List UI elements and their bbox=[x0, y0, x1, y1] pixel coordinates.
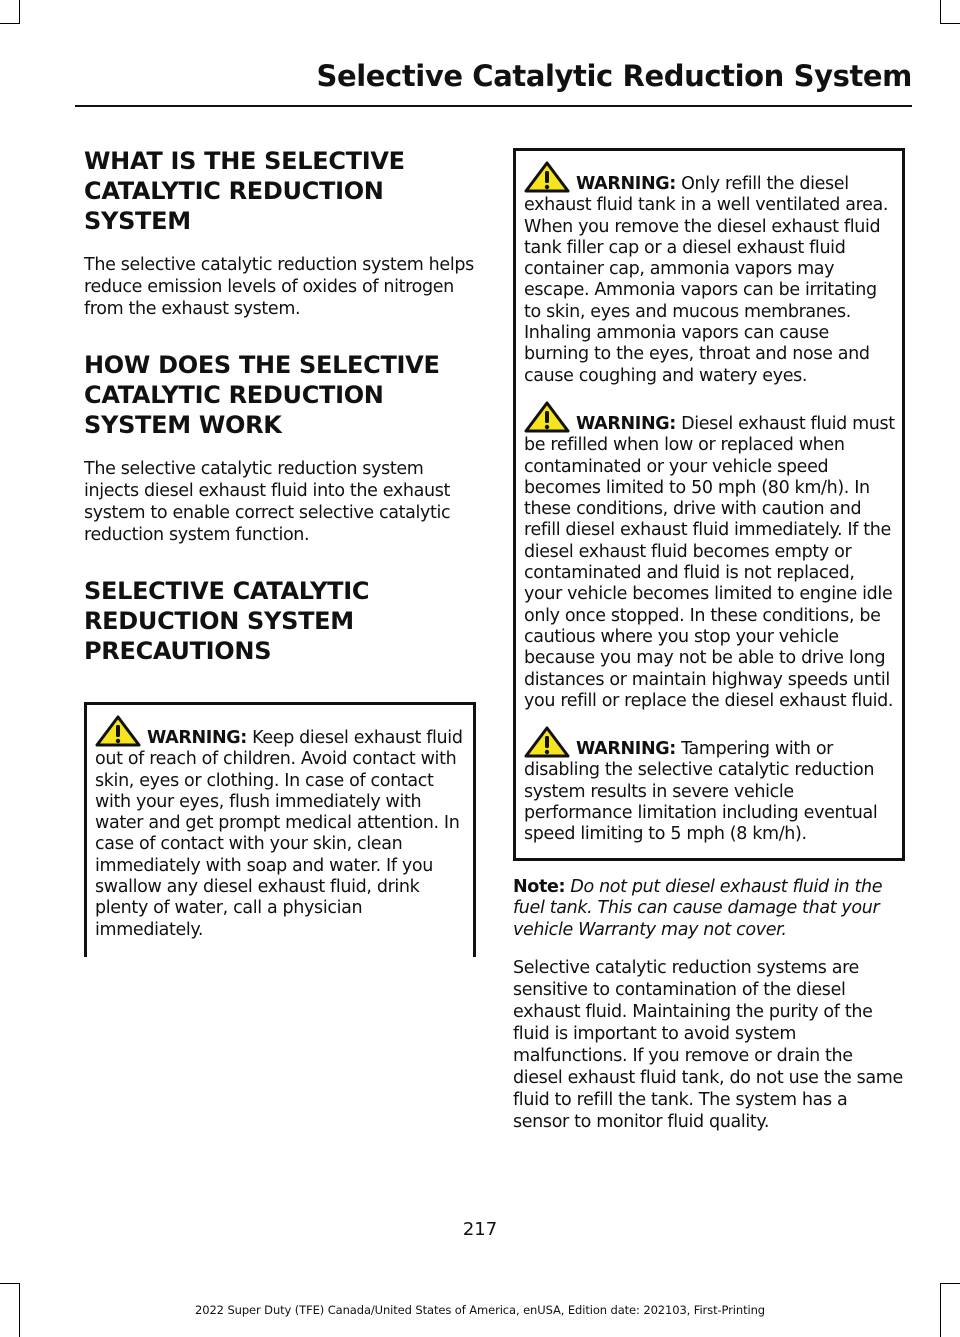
warning-label: WARNING: bbox=[576, 739, 676, 760]
page-number: 217 bbox=[462, 1219, 498, 1240]
crop-mark-top-left-h bbox=[0, 23, 20, 24]
page-title: Selective Catalytic Reduction System bbox=[316, 59, 912, 93]
note-text: Do not put diesel exhaust fluid in the fuel tank. This can cause damage that your vehicle Warranty may not cover. bbox=[513, 876, 883, 940]
warning-text: Keep diesel exhaust fluid out of reach of children. Avoid contact with skin, eyes or clothing. In case of contact with your eyes, flush immediately with water and get prompt medical attention. In case of contact with your skin, clean immediately with soap and water. If you swallow any diesel exhaust fluid, drink plenty of water, call a physician immediately. bbox=[95, 728, 463, 940]
left-column bbox=[84, 146, 476, 957]
header-rule bbox=[75, 105, 912, 107]
closing-paragraph: Selective catalytic reduction systems are sensitive to contamination of the diesel exhaust fluid. Maintaining the purity of the fluid is important to avoid system malfunctions. If you remove or drain the diesel exhaust fluid tank, do not use the same fluid to refill the tank. The system has a sensor to monitor fluid quality. bbox=[513, 958, 903, 1133]
warning-ventilation bbox=[524, 161, 896, 387]
right-column bbox=[513, 148, 905, 1163]
warning-label: WARNING: bbox=[576, 413, 676, 434]
section-body-how-does: The selective catalytic reduction system injects diesel exhaust fluid into the exhaust system to enable correct selective catalytic reduction system function. bbox=[84, 459, 451, 545]
warning-box-right bbox=[513, 148, 905, 861]
warning-triangle-icon bbox=[524, 401, 570, 433]
warning-text: Tampering with or disabling the selective catalytic reduction system results in severe vehicle performance limitation including eventual speed limiting to 5 mph (8 km/h). bbox=[524, 739, 878, 845]
note-label: Note: bbox=[513, 876, 566, 897]
warning-triangle-icon bbox=[95, 715, 141, 747]
warning-label: WARNING: bbox=[576, 174, 676, 194]
warning-triangle-icon bbox=[524, 726, 570, 758]
crop-mark-bottom-left-h bbox=[0, 1283, 20, 1284]
warning-text: Only refill the diesel exhaust fluid tank in a well ventilated area. When you remove the diesel exhaust fluid tank filler cap or a diesel exhaust fluid container cap, ammonia vapors may escape. Ammonia vapors can be irritating to skin, eyes and mucous membranes. Inhaling ammonia vapors can cause burning to the eyes, throat and nose and cause coughing and watery eyes. bbox=[524, 174, 889, 386]
section-body-what-is: The selective catalytic reduction system helps reduce emission levels of oxides of nitrogen from the exhaust system. bbox=[84, 255, 474, 319]
warning-label: WARNING: bbox=[147, 728, 247, 748]
crop-mark-top-left bbox=[19, 0, 20, 24]
crop-mark-top-right-h bbox=[940, 23, 960, 24]
edition-footer: 2022 Super Duty (TFE) Canada/United States of America, enUSA, Edition date: 202103, First-Printing bbox=[195, 1303, 765, 1317]
crop-mark-bottom-right-h bbox=[940, 1283, 960, 1284]
warning-tampering bbox=[524, 726, 896, 845]
warning-refill bbox=[524, 401, 896, 712]
warning-text: Diesel exhaust fluid must be refilled when low or replaced when contaminated or your vehicle speed becomes limited to 50 mph (80 km/h). In these conditions, drive with caution and refill diesel exhaust fluid immediately. If the diesel exhaust fluid becomes empty or contaminated and fluid is not replaced, your vehicle becomes limited to engine idle only once stopped. In these conditions, be cautious where you stop your vehicle because you may not be able to drive long distances or maintain highway speeds until you refill or replace the diesel exhaust fluid. bbox=[524, 413, 895, 711]
note-fuel-tank bbox=[513, 877, 905, 942]
warning-box-children bbox=[84, 702, 476, 957]
section-heading-what-is: WHAT IS THE SELECTIVE CATALYTIC REDUCTION SYSTEM bbox=[84, 147, 405, 235]
warning-children bbox=[95, 715, 465, 941]
section-heading-how-does: HOW DOES THE SELECTIVE CATALYTIC REDUCTION SYSTEM WORK bbox=[84, 351, 440, 439]
crop-mark-top-right bbox=[940, 0, 941, 24]
section-heading-precautions: SELECTIVE CATALYTIC REDUCTION SYSTEM PRECAUTIONS bbox=[84, 577, 370, 665]
warning-triangle-icon bbox=[524, 161, 570, 193]
